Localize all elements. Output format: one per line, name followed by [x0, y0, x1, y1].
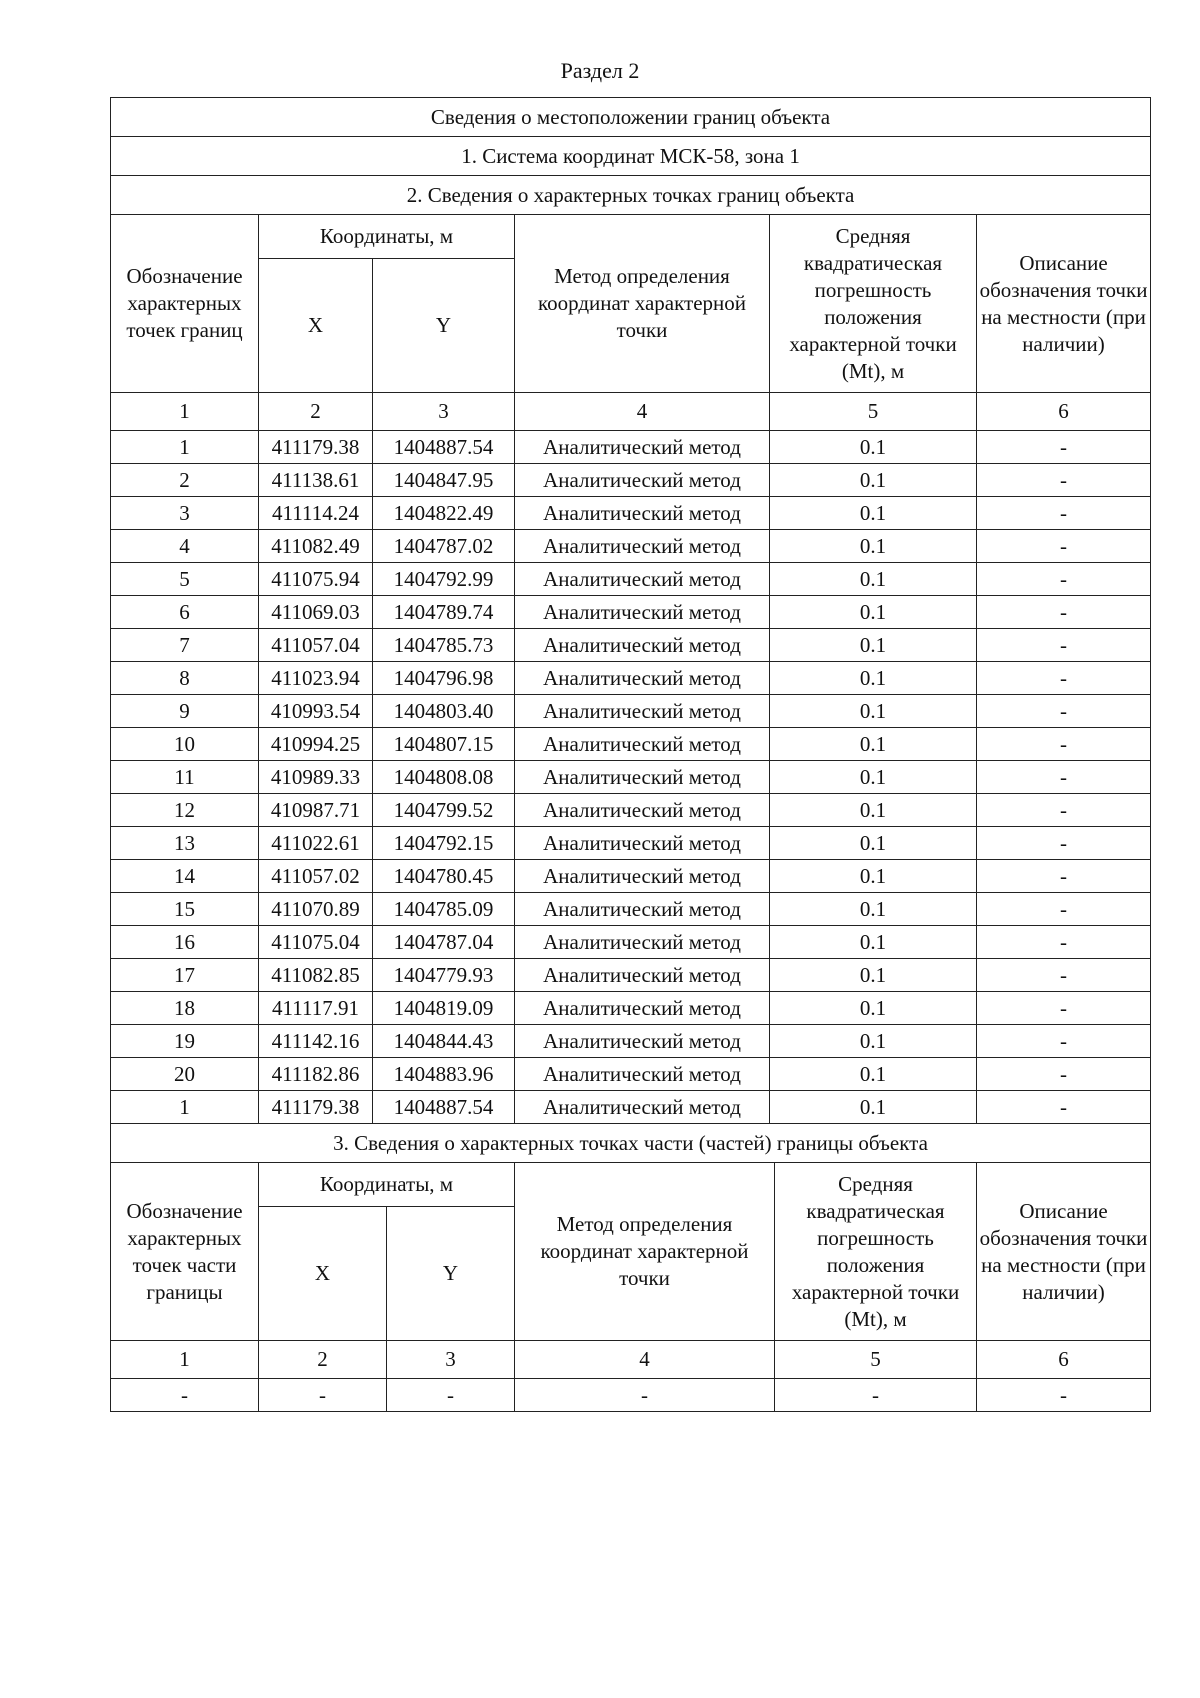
cell-mt: 0.1 [770, 1025, 977, 1058]
cell-y: 1404847.95 [373, 464, 515, 497]
cell-point-number: 14 [111, 860, 259, 893]
cell-y: 1404785.73 [373, 629, 515, 662]
cell-description: - [977, 464, 1151, 497]
cell-method: Аналитический метод [515, 728, 770, 761]
cell-x: 411075.94 [259, 563, 373, 596]
coord-system: 1. Система координат МСК-58, зона 1 [111, 137, 1151, 176]
table-row [111, 497, 1151, 530]
cell-point-number: 6 [111, 596, 259, 629]
table-row [111, 992, 1151, 1025]
cell-description: - [977, 596, 1151, 629]
cell-point-number: 13 [111, 827, 259, 860]
cell-description: - [977, 728, 1151, 761]
header-description: Описание обозначения точки на местности (при наличии) [977, 215, 1151, 393]
cell-mt: 0.1 [770, 959, 977, 992]
cell-x: 411057.02 [259, 860, 373, 893]
cell-x: 410993.54 [259, 695, 373, 728]
cell-y: 1404799.52 [373, 794, 515, 827]
cell-method: Аналитический метод [515, 1058, 770, 1091]
cell-x: 410987.71 [259, 794, 373, 827]
cell-method: - [515, 1379, 775, 1412]
column-number: 3 [387, 1341, 515, 1379]
cell-description: - [977, 1091, 1151, 1124]
cell-x: 411179.38 [259, 431, 373, 464]
cell-method: Аналитический метод [515, 563, 770, 596]
cell-mt: 0.1 [770, 761, 977, 794]
cell-method: Аналитический метод [515, 1025, 770, 1058]
cell-point-number: 1 [111, 431, 259, 464]
table-row [111, 827, 1151, 860]
cell-point-number: 10 [111, 728, 259, 761]
cell-description: - [977, 1379, 1151, 1412]
table-row [111, 893, 1151, 926]
table-row [111, 1058, 1151, 1091]
cell-mt: 0.1 [770, 662, 977, 695]
cell-description: - [977, 827, 1151, 860]
cell-description: - [977, 926, 1151, 959]
column-numbers-row [111, 393, 1151, 431]
cell-x: 411182.86 [259, 1058, 373, 1091]
column-number: 3 [373, 393, 515, 431]
cell-y: 1404883.96 [373, 1058, 515, 1091]
cell-x: 411082.85 [259, 959, 373, 992]
cell-point-number: 15 [111, 893, 259, 926]
cell-mt: 0.1 [770, 464, 977, 497]
cell-y: 1404792.15 [373, 827, 515, 860]
cell-point-number: 20 [111, 1058, 259, 1091]
column-number: 1 [111, 1341, 259, 1379]
table-row [111, 926, 1151, 959]
section-title: Раздел 2 [560, 58, 640, 83]
cell-x: 411117.91 [259, 992, 373, 1025]
cell-method: Аналитический метод [515, 926, 770, 959]
table-row [111, 596, 1151, 629]
cell-y: 1404887.54 [373, 1091, 515, 1124]
cell-description: - [977, 992, 1151, 1025]
cell-description: - [977, 893, 1151, 926]
cell-description: - [977, 761, 1151, 794]
part-boundary-points-table [110, 1123, 1151, 1412]
table-row [111, 695, 1151, 728]
cell-mt: 0.1 [770, 563, 977, 596]
cell-y: 1404787.04 [373, 926, 515, 959]
cell-y: 1404822.49 [373, 497, 515, 530]
cell-description: - [977, 530, 1151, 563]
cell-point-number: 11 [111, 761, 259, 794]
cell-y: - [387, 1379, 515, 1412]
column-numbers-row [111, 1341, 1151, 1379]
cell-description: - [977, 431, 1151, 464]
cell-description: - [977, 629, 1151, 662]
main-title: Сведения о местоположении границ объекта [111, 98, 1151, 137]
table-row [111, 860, 1151, 893]
cell-y: 1404787.02 [373, 530, 515, 563]
cell-x: 411023.94 [259, 662, 373, 695]
table-row [111, 530, 1151, 563]
header-coords: Координаты, м [259, 1163, 515, 1207]
cell-description: - [977, 662, 1151, 695]
header-designation: Обозначение характерных точек части границы [111, 1163, 259, 1341]
cell-point-number: - [111, 1379, 259, 1412]
header-y: Y [373, 259, 515, 393]
cell-mt: 0.1 [770, 992, 977, 1025]
cell-description: - [977, 1025, 1151, 1058]
cell-point-number: 3 [111, 497, 259, 530]
cell-description: - [977, 497, 1151, 530]
header-x: X [259, 259, 373, 393]
header-description: Описание обозначения точки на местности (при наличии) [977, 1163, 1151, 1341]
column-number: 2 [259, 393, 373, 431]
cell-mt: 0.1 [770, 827, 977, 860]
cell-method: Аналитический метод [515, 596, 770, 629]
cell-y: 1404785.09 [373, 893, 515, 926]
cell-method: Аналитический метод [515, 992, 770, 1025]
cell-method: Аналитический метод [515, 860, 770, 893]
header-designation: Обозначение характерных точек границ [111, 215, 259, 393]
cell-mt: 0.1 [770, 497, 977, 530]
cell-y: 1404780.45 [373, 860, 515, 893]
cell-y: 1404819.09 [373, 992, 515, 1025]
cell-mt: 0.1 [770, 926, 977, 959]
cell-description: - [977, 695, 1151, 728]
column-number: 6 [977, 393, 1151, 431]
cell-y: 1404792.99 [373, 563, 515, 596]
cell-y: 1404796.98 [373, 662, 515, 695]
part3-title: 3. Сведения о характерных точках части (частей) границы объекта [111, 1124, 1151, 1163]
cell-x: 410989.33 [259, 761, 373, 794]
cell-method: Аналитический метод [515, 662, 770, 695]
cell-x: 411082.49 [259, 530, 373, 563]
column-number: 4 [515, 393, 770, 431]
cell-mt: 0.1 [770, 1091, 977, 1124]
cell-mt: 0.1 [770, 596, 977, 629]
table-row [111, 1091, 1151, 1124]
table-row [111, 629, 1151, 662]
boundary-points-table [110, 97, 1151, 1124]
column-number: 6 [977, 1341, 1151, 1379]
table-row [111, 728, 1151, 761]
cell-mt: 0.1 [770, 860, 977, 893]
cell-description: - [977, 959, 1151, 992]
cell-point-number: 16 [111, 926, 259, 959]
cell-x: 411142.16 [259, 1025, 373, 1058]
header-coords: Координаты, м [259, 215, 515, 259]
cell-mt: 0.1 [770, 1058, 977, 1091]
cell-point-number: 9 [111, 695, 259, 728]
cell-mt: 0.1 [770, 431, 977, 464]
table-row [111, 431, 1151, 464]
table-row [111, 563, 1151, 596]
cell-x: 411022.61 [259, 827, 373, 860]
cell-point-number: 1 [111, 1091, 259, 1124]
cell-x: 411138.61 [259, 464, 373, 497]
table-row [111, 794, 1151, 827]
cell-x: 410994.25 [259, 728, 373, 761]
header-error: Средняя квадратическая погрешность положения характерной точки (Mt), м [770, 215, 977, 393]
cell-mt: - [775, 1379, 977, 1412]
cell-description: - [977, 1058, 1151, 1091]
cell-x: 411179.38 [259, 1091, 373, 1124]
table-row [111, 1379, 1151, 1412]
cell-method: Аналитический метод [515, 464, 770, 497]
table-row [111, 1025, 1151, 1058]
column-number: 4 [515, 1341, 775, 1379]
cell-mt: 0.1 [770, 728, 977, 761]
cell-y: 1404803.40 [373, 695, 515, 728]
column-number: 1 [111, 393, 259, 431]
cell-mt: 0.1 [770, 794, 977, 827]
cell-description: - [977, 563, 1151, 596]
cell-method: Аналитический метод [515, 629, 770, 662]
cell-y: 1404807.15 [373, 728, 515, 761]
cell-x: 411057.04 [259, 629, 373, 662]
cell-mt: 0.1 [770, 695, 977, 728]
cell-point-number: 2 [111, 464, 259, 497]
cell-y: 1404779.93 [373, 959, 515, 992]
cell-x: 411075.04 [259, 926, 373, 959]
cell-point-number: 19 [111, 1025, 259, 1058]
table-row [111, 959, 1151, 992]
header-x: X [259, 1207, 387, 1341]
cell-y: 1404844.43 [373, 1025, 515, 1058]
cell-point-number: 4 [111, 530, 259, 563]
column-number: 5 [775, 1341, 977, 1379]
column-number: 2 [259, 1341, 387, 1379]
column-number: 5 [770, 393, 977, 431]
cell-mt: 0.1 [770, 893, 977, 926]
cell-method: Аналитический метод [515, 893, 770, 926]
cell-point-number: 18 [111, 992, 259, 1025]
cell-method: Аналитический метод [515, 761, 770, 794]
header-error: Средняя квадратическая погрешность положения характерной точки (Mt), м [775, 1163, 977, 1341]
header-method: Метод определения координат характерной точки [515, 215, 770, 393]
cell-point-number: 8 [111, 662, 259, 695]
cell-x: 411114.24 [259, 497, 373, 530]
cell-method: Аналитический метод [515, 695, 770, 728]
table-row [111, 662, 1151, 695]
cell-y: 1404808.08 [373, 761, 515, 794]
cell-point-number: 5 [111, 563, 259, 596]
table-row [111, 761, 1151, 794]
cell-method: Аналитический метод [515, 431, 770, 464]
cell-point-number: 12 [111, 794, 259, 827]
cell-y: 1404789.74 [373, 596, 515, 629]
cell-method: Аналитический метод [515, 530, 770, 563]
cell-description: - [977, 794, 1151, 827]
cell-description: - [977, 860, 1151, 893]
cell-mt: 0.1 [770, 530, 977, 563]
cell-x: 411069.03 [259, 596, 373, 629]
cell-point-number: 7 [111, 629, 259, 662]
header-y: Y [387, 1207, 515, 1341]
header-method: Метод определения координат характерной точки [515, 1163, 775, 1341]
part2-title: 2. Сведения о характерных точках границ объекта [111, 176, 1151, 215]
cell-method: Аналитический метод [515, 959, 770, 992]
cell-method: Аналитический метод [515, 497, 770, 530]
cell-mt: 0.1 [770, 629, 977, 662]
cell-x: 411070.89 [259, 893, 373, 926]
table-row [111, 464, 1151, 497]
cell-point-number: 17 [111, 959, 259, 992]
cell-x: - [259, 1379, 387, 1412]
cell-method: Аналитический метод [515, 794, 770, 827]
cell-y: 1404887.54 [373, 431, 515, 464]
cell-method: Аналитический метод [515, 827, 770, 860]
cell-method: Аналитический метод [515, 1091, 770, 1124]
